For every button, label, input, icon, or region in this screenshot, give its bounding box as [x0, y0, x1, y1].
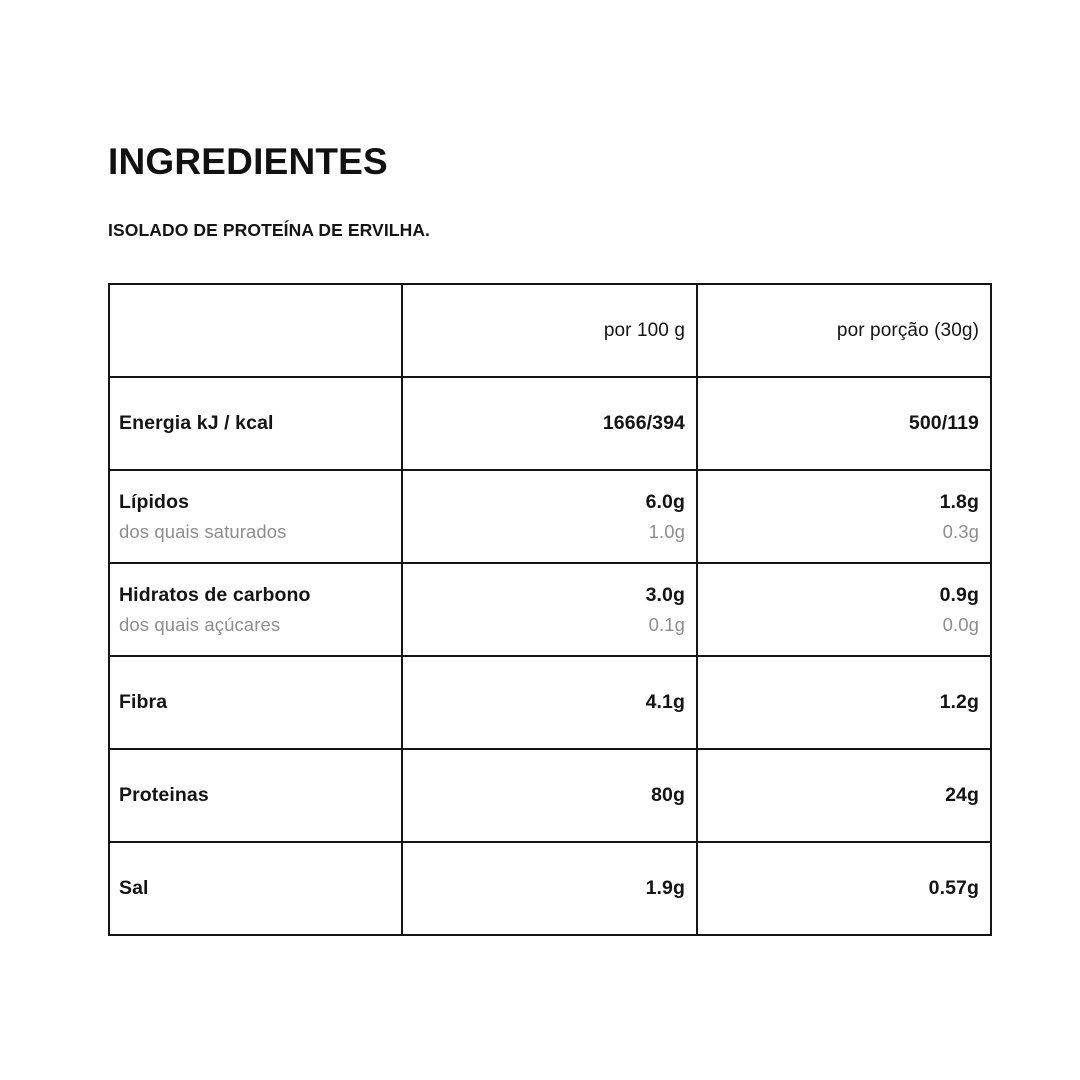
nutrient-per-100g-value: 3.0g — [645, 583, 685, 606]
table-row — [109, 563, 991, 656]
nutrient-name: Sal — [119, 877, 149, 900]
nutrient-name: Lípidos — [119, 490, 190, 513]
nutrient-per-serving-cell — [697, 842, 991, 935]
nutrient-per-100g-value: 80g — [651, 784, 685, 807]
nutrient-per-100g-value: 6.0g — [645, 490, 685, 513]
nutrition-table — [108, 283, 992, 936]
nutrient-per-serving-cell — [697, 749, 991, 842]
nutrient-per-100g-cell — [402, 377, 697, 470]
ingredients-list-text: ISOLADO DE PROTEÍNA DE ERVILHA. — [108, 219, 431, 240]
nutrient-name: Energia kJ / kcal — [119, 412, 274, 435]
nutrient-name-cell — [109, 656, 402, 749]
column-header-per-100g-label: por 100 g — [603, 319, 685, 341]
table-row — [109, 656, 991, 749]
nutrient-name: Proteinas — [119, 784, 209, 807]
nutrient-per-serving-value: 0.57g — [928, 877, 979, 900]
page-title: INGREDIENTES — [108, 141, 388, 182]
nutrient-sub-per-100g-value: 0.1g — [648, 614, 685, 636]
nutrient-per-100g-cell — [402, 656, 697, 749]
nutrient-per-serving-cell — [697, 563, 991, 656]
nutrient-per-100g-cell — [402, 749, 697, 842]
nutrient-sub-name: dos quais açúcares — [119, 614, 281, 636]
table-row — [109, 470, 991, 563]
nutrient-sub-per-serving-value: 0.0g — [942, 614, 979, 636]
nutrient-per-serving-value: 500/119 — [908, 412, 979, 435]
nutrient-per-serving-cell — [697, 656, 991, 749]
nutrient-name-cell — [109, 842, 402, 935]
column-header-per-serving — [697, 284, 991, 377]
nutrient-per-100g-cell — [402, 842, 697, 935]
nutrient-name: Hidratos de carbono — [119, 583, 311, 606]
table-row — [109, 377, 991, 470]
column-header-per-serving-label: por porção (30g) — [836, 319, 979, 341]
nutrient-per-100g-cell — [402, 470, 697, 563]
nutrient-sub-per-100g-value: 1.0g — [648, 521, 685, 543]
column-header-per-100g — [402, 284, 697, 377]
table-header-row — [109, 284, 991, 377]
nutrient-name-cell — [109, 470, 402, 563]
nutrient-name: Fibra — [119, 691, 168, 714]
nutrient-per-serving-cell — [697, 470, 991, 563]
nutrient-name-cell — [109, 749, 402, 842]
table-row — [109, 842, 991, 935]
nutrient-per-100g-value: 1.9g — [645, 877, 685, 900]
nutrient-name-cell — [109, 377, 402, 470]
nutrient-name-cell — [109, 563, 402, 656]
nutrient-per-100g-value: 1666/394 — [602, 412, 685, 435]
table-row — [109, 749, 991, 842]
nutrient-per-100g-value: 4.1g — [645, 691, 685, 714]
nutrient-per-serving-cell — [697, 377, 991, 470]
nutrient-per-serving-value: 24g — [945, 784, 979, 807]
nutrient-per-serving-value: 1.2g — [939, 691, 979, 714]
column-header-nutrient — [109, 284, 402, 377]
nutrient-per-serving-value: 0.9g — [939, 583, 979, 606]
nutrient-per-serving-value: 1.8g — [939, 490, 979, 513]
heading-block — [108, 143, 992, 241]
nutrient-sub-name: dos quais saturados — [119, 521, 287, 543]
nutrient-sub-per-serving-value: 0.3g — [942, 521, 979, 543]
nutrient-per-100g-cell — [402, 563, 697, 656]
